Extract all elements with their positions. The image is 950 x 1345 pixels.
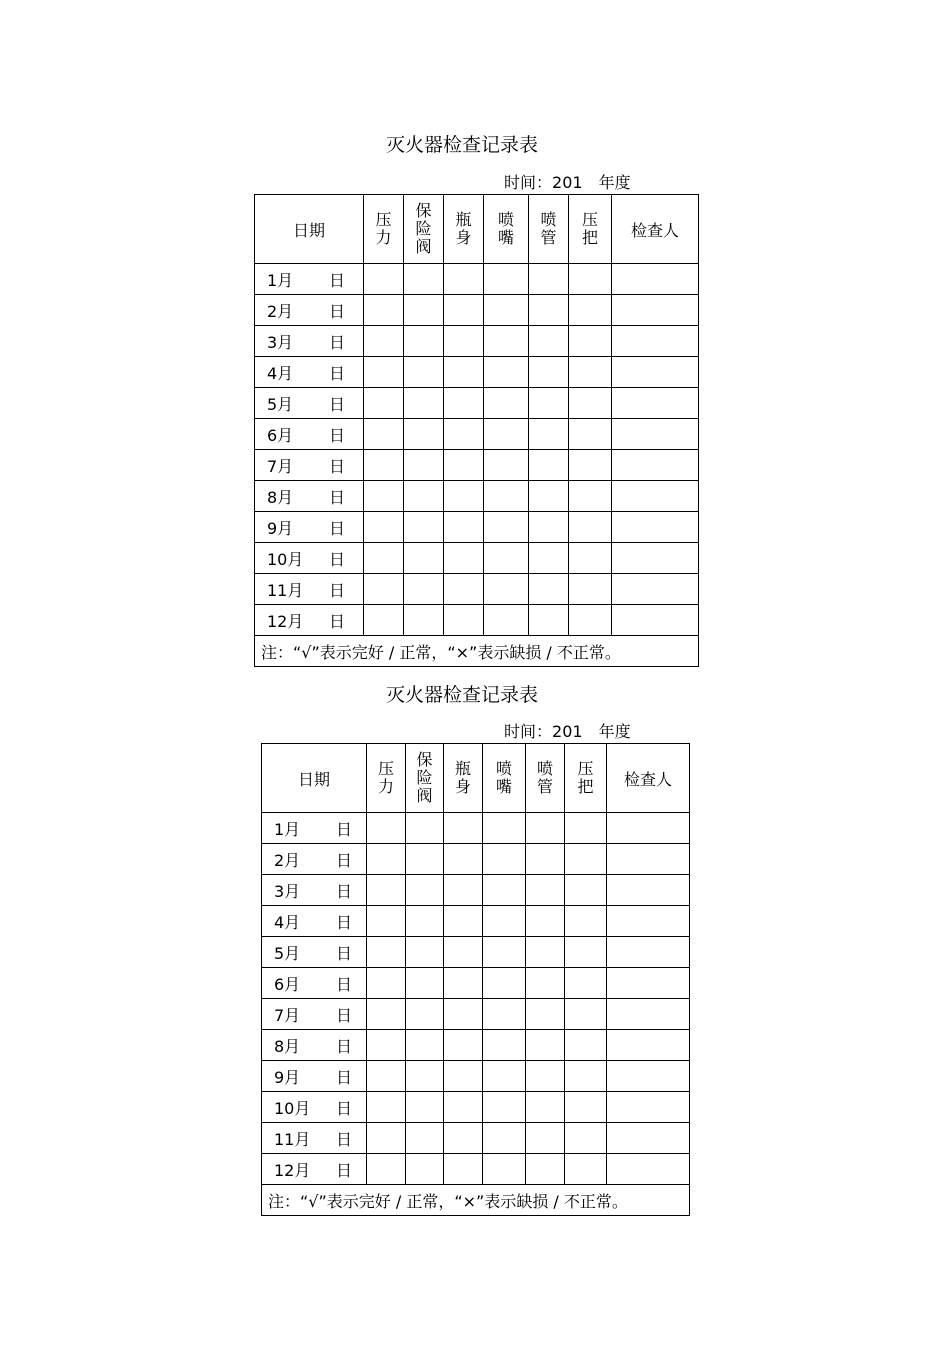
hose-cell[interactable] <box>526 813 565 844</box>
body-cell[interactable] <box>444 326 484 357</box>
hose-cell[interactable] <box>529 574 569 605</box>
pressure-cell[interactable] <box>367 1030 406 1061</box>
table-row <box>255 543 699 574</box>
handle-cell[interactable] <box>565 875 607 906</box>
day-label: 日 <box>336 850 353 870</box>
day-label: 日 <box>329 363 346 383</box>
day-label: 日 <box>336 881 353 901</box>
hose-cell[interactable] <box>526 937 565 968</box>
body-cell[interactable] <box>444 605 484 636</box>
table-row <box>255 326 699 357</box>
body-cell[interactable] <box>444 512 484 543</box>
date-cell <box>262 968 367 999</box>
body-cell[interactable] <box>444 1123 483 1154</box>
safety-valve-cell[interactable] <box>406 1154 444 1185</box>
month-label: 7月 <box>267 456 294 476</box>
day-label: 日 <box>329 580 346 600</box>
header-nozzle: 喷嘴 <box>483 744 526 813</box>
table-row <box>262 875 690 906</box>
nozzle-cell[interactable] <box>484 543 529 574</box>
hose-cell[interactable] <box>529 388 569 419</box>
day-label: 日 <box>336 943 353 963</box>
table-row <box>262 1123 690 1154</box>
header-handle: 压把 <box>565 744 607 813</box>
safety-valve-cell[interactable] <box>404 264 444 295</box>
date-cell <box>255 419 364 450</box>
day-label: 日 <box>336 1067 353 1087</box>
inspector-cell[interactable] <box>607 844 690 875</box>
header-date: 日期 <box>255 195 364 264</box>
table-row <box>255 450 699 481</box>
inspection-table <box>254 194 699 667</box>
pressure-cell[interactable] <box>367 1154 406 1185</box>
body-cell[interactable] <box>444 1092 483 1123</box>
table-row <box>262 844 690 875</box>
day-label: 日 <box>336 1036 353 1056</box>
nozzle-cell[interactable] <box>484 481 529 512</box>
header-nozzle: 喷嘴 <box>484 195 529 264</box>
body-cell[interactable] <box>444 937 483 968</box>
safety-valve-cell[interactable] <box>404 574 444 605</box>
inspector-cell[interactable] <box>612 574 699 605</box>
body-cell[interactable] <box>444 481 484 512</box>
period-line <box>504 719 631 742</box>
date-cell <box>262 999 367 1030</box>
handle-cell[interactable] <box>569 326 612 357</box>
nozzle-cell[interactable] <box>483 1092 526 1123</box>
inspector-cell[interactable] <box>612 605 699 636</box>
table-row <box>255 574 699 605</box>
day-label: 日 <box>329 487 346 507</box>
inspector-cell[interactable] <box>607 1154 690 1185</box>
nozzle-cell[interactable] <box>483 968 526 999</box>
table-row <box>255 264 699 295</box>
month-label: 5月 <box>274 943 301 963</box>
pressure-cell[interactable] <box>364 512 404 543</box>
safety-valve-cell[interactable] <box>406 1030 444 1061</box>
header-safety-valve: 保险阀 <box>406 744 444 813</box>
month-label: 11月 <box>267 580 304 600</box>
day-label: 日 <box>336 1098 353 1118</box>
month-label: 2月 <box>274 850 301 870</box>
inspector-cell[interactable] <box>612 543 699 574</box>
hose-cell[interactable] <box>529 326 569 357</box>
handle-cell[interactable] <box>569 450 612 481</box>
date-cell <box>255 543 364 574</box>
pressure-cell[interactable] <box>364 264 404 295</box>
handle-cell[interactable] <box>569 512 612 543</box>
body-cell[interactable] <box>444 1061 483 1092</box>
day-label: 日 <box>329 332 346 352</box>
day-label: 日 <box>329 549 346 569</box>
nozzle-cell[interactable] <box>484 326 529 357</box>
body-cell[interactable] <box>444 543 484 574</box>
handle-cell[interactable] <box>569 574 612 605</box>
handle-cell[interactable] <box>569 295 612 326</box>
date-cell <box>262 1061 367 1092</box>
inspector-cell[interactable] <box>612 326 699 357</box>
body-cell[interactable] <box>444 1030 483 1061</box>
hose-cell[interactable] <box>529 357 569 388</box>
inspector-cell[interactable] <box>612 512 699 543</box>
inspector-cell[interactable] <box>607 813 690 844</box>
safety-valve-cell[interactable] <box>404 326 444 357</box>
inspector-cell[interactable] <box>612 264 699 295</box>
body-cell[interactable] <box>444 1154 483 1185</box>
pressure-cell[interactable] <box>364 450 404 481</box>
handle-cell[interactable] <box>565 1092 607 1123</box>
body-cell[interactable] <box>444 295 484 326</box>
body-cell[interactable] <box>444 264 484 295</box>
date-cell <box>255 388 364 419</box>
handle-cell[interactable] <box>569 605 612 636</box>
table-row <box>255 419 699 450</box>
hose-cell[interactable] <box>529 543 569 574</box>
nozzle-cell[interactable] <box>483 1154 526 1185</box>
inspector-cell[interactable] <box>612 295 699 326</box>
inspector-cell[interactable] <box>607 999 690 1030</box>
hose-cell[interactable] <box>526 1123 565 1154</box>
handle-cell[interactable] <box>569 543 612 574</box>
nozzle-cell[interactable] <box>484 605 529 636</box>
nozzle-cell[interactable] <box>484 419 529 450</box>
header-safety-valve: 保险阀 <box>404 195 444 264</box>
nozzle-cell[interactable] <box>484 388 529 419</box>
safety-valve-cell[interactable] <box>406 906 444 937</box>
safety-valve-cell[interactable] <box>404 295 444 326</box>
hose-cell[interactable] <box>526 875 565 906</box>
header-inspector: 检查人 <box>607 744 690 813</box>
pressure-cell[interactable] <box>364 605 404 636</box>
nozzle-cell[interactable] <box>484 512 529 543</box>
pressure-cell[interactable] <box>367 813 406 844</box>
inspector-cell[interactable] <box>607 1061 690 1092</box>
inspector-cell[interactable] <box>607 937 690 968</box>
safety-valve-cell[interactable] <box>404 419 444 450</box>
table-row <box>255 295 699 326</box>
nozzle-cell[interactable] <box>484 264 529 295</box>
inspector-cell[interactable] <box>607 906 690 937</box>
pressure-cell[interactable] <box>367 1092 406 1123</box>
handle-cell[interactable] <box>565 968 607 999</box>
hose-cell[interactable] <box>526 844 565 875</box>
header-hose: 喷管 <box>526 744 565 813</box>
day-label: 日 <box>329 301 346 321</box>
month-label: 8月 <box>274 1036 301 1056</box>
table-row <box>262 1092 690 1123</box>
hose-cell[interactable] <box>529 264 569 295</box>
header-hose: 喷管 <box>529 195 569 264</box>
inspector-cell[interactable] <box>612 450 699 481</box>
safety-valve-cell[interactable] <box>404 512 444 543</box>
hose-cell[interactable] <box>526 999 565 1030</box>
nozzle-cell[interactable] <box>483 1030 526 1061</box>
nozzle-cell[interactable] <box>484 357 529 388</box>
month-label: 12月 <box>274 1160 311 1180</box>
hose-cell[interactable] <box>526 1030 565 1061</box>
handle-cell[interactable] <box>565 999 607 1030</box>
table-row <box>262 1030 690 1061</box>
header-body: 瓶身 <box>444 195 484 264</box>
inspector-cell[interactable] <box>607 968 690 999</box>
inspector-cell[interactable] <box>607 1092 690 1123</box>
safety-valve-cell[interactable] <box>404 481 444 512</box>
month-label: 1月 <box>267 270 294 290</box>
period-suffix: 年度 <box>598 173 631 192</box>
day-label: 日 <box>329 611 346 631</box>
safety-valve-cell[interactable] <box>406 968 444 999</box>
body-cell[interactable] <box>444 419 484 450</box>
hose-cell[interactable] <box>526 968 565 999</box>
body-cell[interactable] <box>444 813 483 844</box>
header-pressure: 压力 <box>367 744 406 813</box>
month-label: 3月 <box>274 881 301 901</box>
pressure-cell[interactable] <box>364 481 404 512</box>
nozzle-cell[interactable] <box>483 999 526 1030</box>
pressure-cell[interactable] <box>367 875 406 906</box>
header-pressure: 压力 <box>364 195 404 264</box>
day-label: 日 <box>336 1129 353 1149</box>
pressure-cell[interactable] <box>364 295 404 326</box>
month-label: 9月 <box>274 1067 301 1087</box>
period-year: 201 <box>552 722 583 741</box>
month-label: 10月 <box>267 549 304 569</box>
month-label: 10月 <box>274 1098 311 1118</box>
date-cell <box>255 326 364 357</box>
hose-cell[interactable] <box>526 1061 565 1092</box>
body-cell[interactable] <box>444 844 483 875</box>
nozzle-cell[interactable] <box>483 813 526 844</box>
date-cell <box>262 813 367 844</box>
table-row <box>255 512 699 543</box>
month-label: 7月 <box>274 1005 301 1025</box>
safety-valve-cell[interactable] <box>406 937 444 968</box>
table-row <box>255 388 699 419</box>
inspector-cell[interactable] <box>607 1030 690 1061</box>
day-label: 日 <box>336 912 353 932</box>
inspector-cell[interactable] <box>612 357 699 388</box>
nozzle-cell[interactable] <box>483 1123 526 1154</box>
table-row <box>255 481 699 512</box>
body-cell[interactable] <box>444 906 483 937</box>
day-label: 日 <box>336 974 353 994</box>
body-cell[interactable] <box>444 999 483 1030</box>
inspector-cell[interactable] <box>607 875 690 906</box>
inspector-cell[interactable] <box>612 481 699 512</box>
handle-cell[interactable] <box>569 357 612 388</box>
safety-valve-cell[interactable] <box>404 388 444 419</box>
inspection-table <box>261 743 690 1216</box>
month-label: 8月 <box>267 487 294 507</box>
hose-cell[interactable] <box>529 419 569 450</box>
day-label: 日 <box>329 394 346 414</box>
pressure-cell[interactable] <box>364 574 404 605</box>
handle-cell[interactable] <box>565 1030 607 1061</box>
legend-note: 注：“√”表示完好 / 正常，“×”表示缺损 / 不正常。 <box>262 1185 690 1216</box>
month-label: 5月 <box>267 394 294 414</box>
form-title: 灭火器检查记录表 <box>386 134 539 156</box>
day-label: 日 <box>329 425 346 445</box>
table-row <box>262 999 690 1030</box>
table-row <box>262 937 690 968</box>
hose-cell[interactable] <box>526 906 565 937</box>
day-label: 日 <box>336 1160 353 1180</box>
month-label: 4月 <box>267 363 294 383</box>
body-cell[interactable] <box>444 968 483 999</box>
period-label: 时间： <box>504 173 553 192</box>
table-row <box>262 1154 690 1185</box>
handle-cell[interactable] <box>565 1123 607 1154</box>
handle-cell[interactable] <box>565 813 607 844</box>
handle-cell[interactable] <box>569 388 612 419</box>
date-cell <box>262 1123 367 1154</box>
nozzle-cell[interactable] <box>484 450 529 481</box>
hose-cell[interactable] <box>529 295 569 326</box>
date-cell <box>262 1030 367 1061</box>
pressure-cell[interactable] <box>364 357 404 388</box>
pressure-cell[interactable] <box>364 543 404 574</box>
nozzle-cell[interactable] <box>483 937 526 968</box>
date-cell <box>262 1154 367 1185</box>
body-cell[interactable] <box>444 388 484 419</box>
handle-cell[interactable] <box>565 937 607 968</box>
form-title: 灭火器检查记录表 <box>386 684 539 706</box>
hose-cell[interactable] <box>529 512 569 543</box>
handle-cell[interactable] <box>569 481 612 512</box>
pressure-cell[interactable] <box>367 968 406 999</box>
table-row <box>262 906 690 937</box>
inspector-cell[interactable] <box>612 419 699 450</box>
pressure-cell[interactable] <box>364 326 404 357</box>
handle-cell[interactable] <box>565 844 607 875</box>
period-line <box>504 170 631 193</box>
date-cell <box>262 844 367 875</box>
safety-valve-cell[interactable] <box>406 875 444 906</box>
safety-valve-cell[interactable] <box>406 1061 444 1092</box>
date-cell <box>255 574 364 605</box>
pressure-cell[interactable] <box>367 1061 406 1092</box>
date-cell <box>262 1092 367 1123</box>
pressure-cell[interactable] <box>367 906 406 937</box>
month-label: 6月 <box>274 974 301 994</box>
nozzle-cell[interactable] <box>484 574 529 605</box>
pressure-cell[interactable] <box>364 419 404 450</box>
safety-valve-cell[interactable] <box>406 1092 444 1123</box>
header-handle: 压把 <box>569 195 612 264</box>
header-inspector: 检查人 <box>612 195 699 264</box>
month-label: 9月 <box>267 518 294 538</box>
date-cell <box>255 295 364 326</box>
safety-valve-cell[interactable] <box>404 543 444 574</box>
hose-cell[interactable] <box>526 1092 565 1123</box>
pressure-cell[interactable] <box>367 937 406 968</box>
handle-cell[interactable] <box>569 264 612 295</box>
month-label: 1月 <box>274 819 301 839</box>
body-cell[interactable] <box>444 450 484 481</box>
month-label: 3月 <box>267 332 294 352</box>
date-cell <box>262 875 367 906</box>
safety-valve-cell[interactable] <box>406 1123 444 1154</box>
nozzle-cell[interactable] <box>483 1061 526 1092</box>
month-label: 11月 <box>274 1129 311 1149</box>
handle-cell[interactable] <box>569 419 612 450</box>
pressure-cell[interactable] <box>367 1123 406 1154</box>
inspector-cell[interactable] <box>607 1123 690 1154</box>
handle-cell[interactable] <box>565 1061 607 1092</box>
nozzle-cell[interactable] <box>483 875 526 906</box>
handle-cell[interactable] <box>565 1154 607 1185</box>
date-cell <box>262 906 367 937</box>
month-label: 12月 <box>267 611 304 631</box>
date-cell <box>255 264 364 295</box>
safety-valve-cell[interactable] <box>406 844 444 875</box>
body-cell[interactable] <box>444 875 483 906</box>
safety-valve-cell[interactable] <box>406 813 444 844</box>
day-label: 日 <box>329 456 346 476</box>
date-cell <box>262 937 367 968</box>
month-label: 2月 <box>267 301 294 321</box>
inspector-cell[interactable] <box>612 388 699 419</box>
month-label: 4月 <box>274 912 301 932</box>
period-label: 时间： <box>504 722 553 741</box>
safety-valve-cell[interactable] <box>404 605 444 636</box>
header-body: 瓶身 <box>444 744 483 813</box>
day-label: 日 <box>336 1005 353 1025</box>
table-row <box>255 605 699 636</box>
body-cell[interactable] <box>444 357 484 388</box>
month-label: 6月 <box>267 425 294 445</box>
date-cell <box>255 481 364 512</box>
safety-valve-cell[interactable] <box>404 450 444 481</box>
day-label: 日 <box>329 518 346 538</box>
table-row <box>262 1061 690 1092</box>
date-cell <box>255 605 364 636</box>
nozzle-cell[interactable] <box>483 844 526 875</box>
hose-cell[interactable] <box>529 605 569 636</box>
pressure-cell[interactable] <box>367 999 406 1030</box>
nozzle-cell[interactable] <box>483 906 526 937</box>
header-date: 日期 <box>262 744 367 813</box>
hose-cell[interactable] <box>526 1154 565 1185</box>
nozzle-cell[interactable] <box>484 295 529 326</box>
table-row <box>262 813 690 844</box>
day-label: 日 <box>336 819 353 839</box>
safety-valve-cell[interactable] <box>404 357 444 388</box>
handle-cell[interactable] <box>565 906 607 937</box>
legend-note: 注：“√”表示完好 / 正常，“×”表示缺损 / 不正常。 <box>255 636 699 667</box>
period-year: 201 <box>552 173 583 192</box>
hose-cell[interactable] <box>529 450 569 481</box>
period-suffix: 年度 <box>598 722 631 741</box>
pressure-cell[interactable] <box>367 844 406 875</box>
hose-cell[interactable] <box>529 481 569 512</box>
date-cell <box>255 512 364 543</box>
day-label: 日 <box>329 270 346 290</box>
table-row <box>262 968 690 999</box>
table-row <box>255 357 699 388</box>
date-cell <box>255 450 364 481</box>
pressure-cell[interactable] <box>364 388 404 419</box>
date-cell <box>255 357 364 388</box>
safety-valve-cell[interactable] <box>406 999 444 1030</box>
body-cell[interactable] <box>444 574 484 605</box>
